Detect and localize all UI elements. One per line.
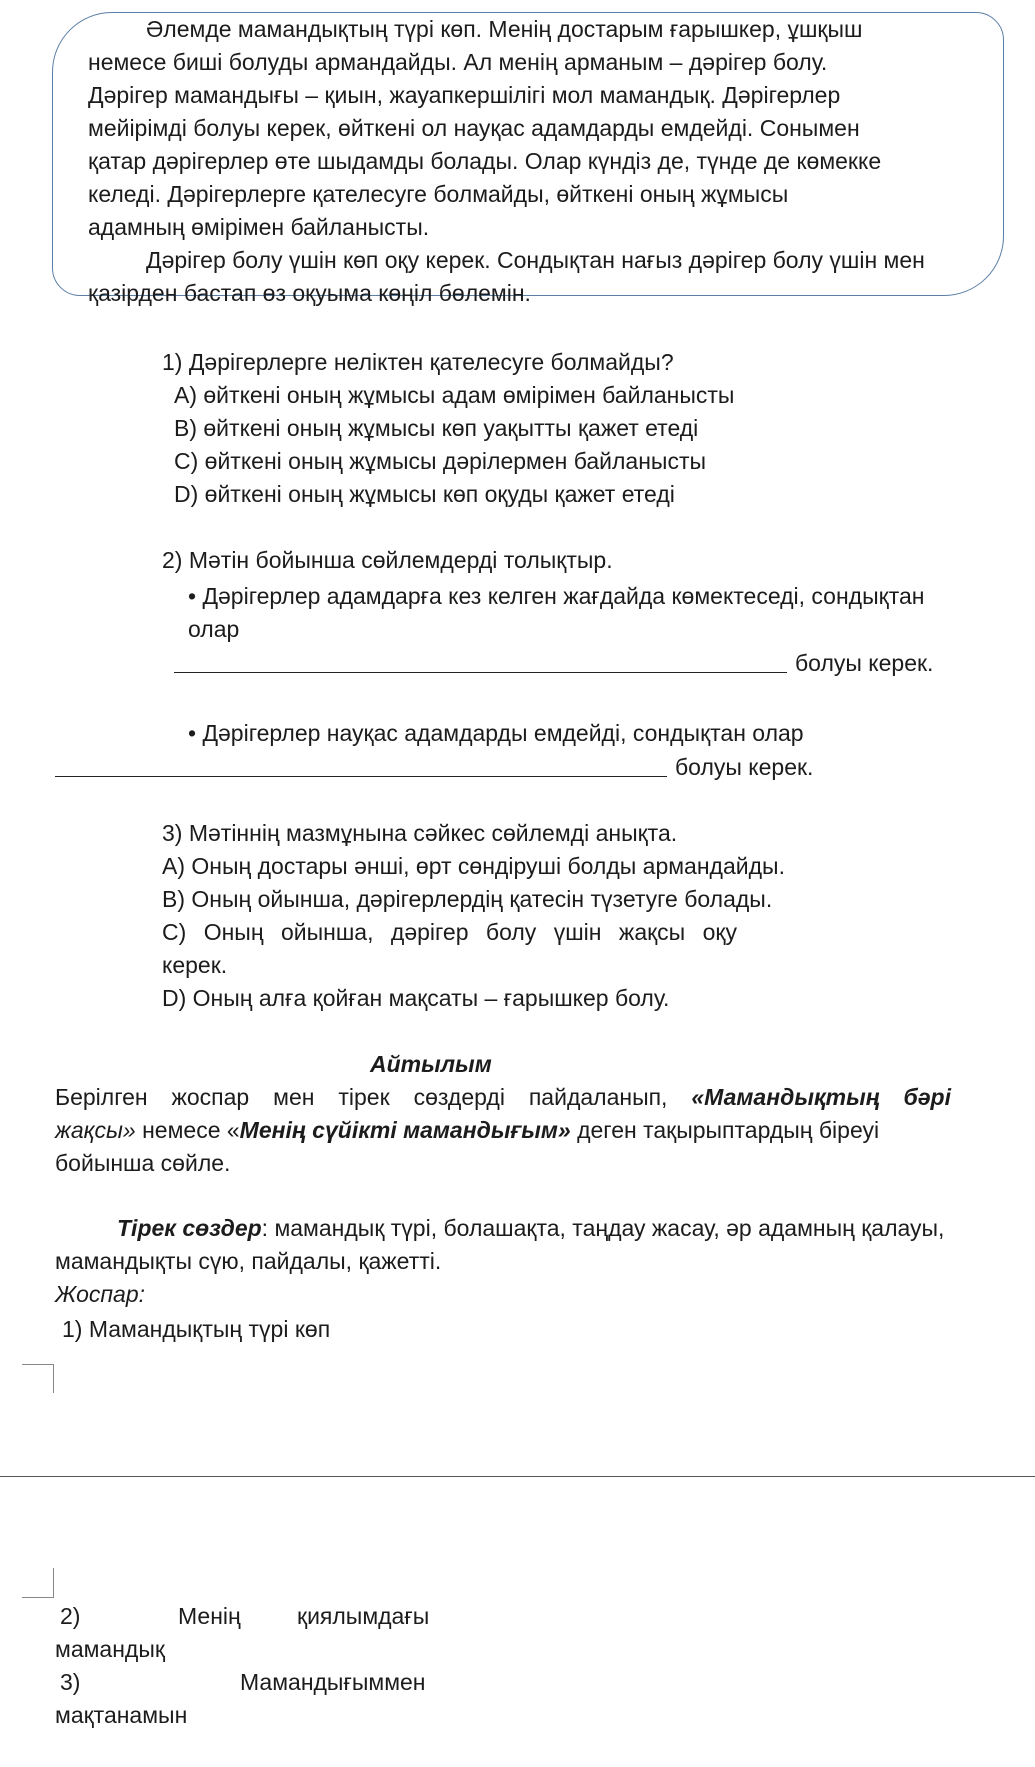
q3-option-b[interactable]: B) Оның ойынша, дәрігерлердің қатесін түзетуге болады. (162, 886, 773, 912)
q2-sentence-2-end: болуы керек. (675, 754, 814, 780)
plan-item-3-word: Мамандығыммен (240, 1669, 426, 1695)
passage-line: Дәрігер болу үшін көп оқу керек. Сондықтан нағыз дәрігер болу үшін мен (146, 247, 925, 273)
speaking-heading: Айтылым (370, 1051, 492, 1077)
passage-line: Әлемде мамандықтың түрі көп. Менің достарым ғарышкер, ұшқыш (146, 16, 863, 42)
plan-label: Жоспар: (55, 1281, 146, 1307)
plan-item-2-cont: мамандық (55, 1636, 165, 1662)
page-corner-mark (22, 1568, 54, 1598)
passage-line: мейірімді болуы керек, өйткені ол науқас адамдарды емдейді. Сонымен (88, 115, 860, 141)
plan-item-2-word: Менің (178, 1603, 241, 1629)
q1-option-a[interactable]: A) өйткені оның жұмысы адам өмірімен байланысты (174, 382, 735, 408)
q1-option-b[interactable]: B) өйткені оның жұмысы көп уақытты қажет етеді (174, 415, 699, 441)
question-1: 1) Дәрігерлерге неліктен қателесуге болмайды? (162, 349, 674, 375)
q3-option-d[interactable]: D) Оның алға қойған мақсаты – ғарышкер болу. (162, 985, 670, 1011)
page-corner-mark (22, 1364, 54, 1393)
q1-option-d[interactable]: D) өйткені оның жұмысы көп оқуды қажет етеді (174, 481, 675, 507)
q3-option-c-cont: керек. (162, 952, 228, 978)
plan-item-3-number: 3) (60, 1669, 81, 1695)
q3-option-a[interactable]: A) Оның достары әнші, өрт сөндіруші болды армандайды. (162, 853, 785, 879)
q1-option-c[interactable]: C) өйткені оның жұмысы дәрілермен байланысты (174, 448, 707, 474)
q2-blank-1[interactable] (174, 672, 787, 673)
passage-line: қазірден бастап өз оқуыма көңіл бөлемін. (88, 280, 531, 306)
passage-line: немесе биші болуды армандайды. Ал менің арманым – дәрігер болу. (88, 49, 828, 75)
q2-sentence-1-cont: олар (188, 616, 240, 642)
question-2: 2) Мәтін бойынша сөйлемдерді толықтыр. (162, 547, 613, 573)
q3-option-c[interactable]: C) Оның ойынша, дәрігер болу үшін жақсы оқу (162, 919, 737, 945)
speaking-task-line-2: жақсы» немесе «Менің сүйікті мамандығым» деген тақырыптардың біреуі (55, 1117, 880, 1143)
q2-sentence-2: • Дәрігерлер науқас адамдарды емдейді, сондықтан олар (188, 720, 804, 746)
plan-item-2-word: қиялымдағы (297, 1603, 430, 1629)
plan-item-2-number: 2) (60, 1603, 81, 1629)
speaking-task-line-1: Берілген жоспар мен тірек сөздерді пайдаланып, «Мамандықтың бәрі (55, 1084, 951, 1110)
q2-sentence-1: • Дәрігерлер адамдарға кез келген жағдайда көмектеседі, сондықтан (188, 583, 925, 609)
keywords-line-1: Тірек сөздер: мамандық түрі, болашақта, таңдау жасау, әр адамның қалауы, (117, 1215, 945, 1241)
passage-line: келеді. Дәрігерлерге қателесуге болмайды, өйткені оның жұмысы (88, 181, 789, 207)
passage-line: Дәрігер мамандығы – қиын, жауапкершілігі мол мамандық. Дәрігерлер (88, 82, 841, 108)
passage-line: адамның өмірімен байланысты. (88, 214, 430, 240)
passage-line: қатар дәрігерлер өте шыдамды болады. Олар күндіз де, түнде де көмекке (88, 148, 882, 174)
plan-item-1: 1) Мамандықтың түрі көп (62, 1316, 331, 1342)
question-3: 3) Мәтіннің мазмұнына сәйкес сөйлемді анықта. (162, 820, 678, 846)
q2-sentence-1-end: болуы керек. (795, 650, 934, 676)
page-divider (0, 1476, 1035, 1477)
speaking-task-line-3: бойынша сөйле. (55, 1150, 231, 1176)
keywords-line-2: мамандықты сүю, пайдалы, қажетті. (55, 1248, 442, 1274)
plan-item-3-cont: мақтанамын (55, 1702, 188, 1728)
keywords-label: Тірек сөздер (117, 1215, 262, 1241)
q2-blank-2[interactable] (55, 776, 667, 777)
